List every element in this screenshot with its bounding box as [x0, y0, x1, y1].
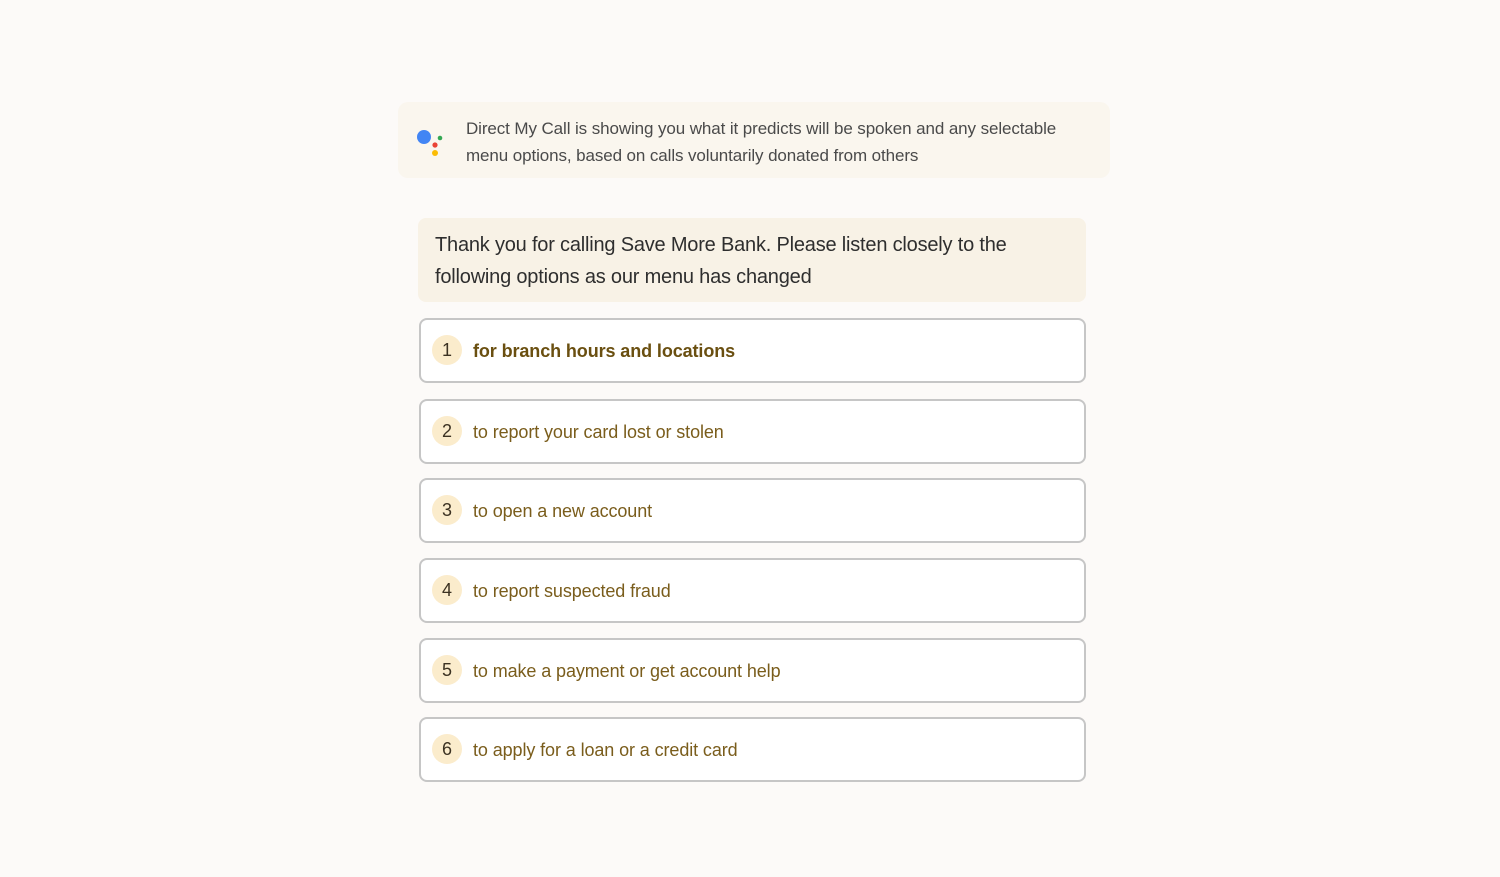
assistant-notice-banner [398, 102, 1110, 178]
option-label: for branch hours and locations [473, 341, 736, 361]
menu-option-1[interactable] [419, 318, 1086, 383]
menu-option-5[interactable] [419, 638, 1086, 703]
option-number-badge: 3 [432, 495, 462, 525]
option-number-badge: 4 [432, 575, 462, 605]
option-number-badge: 2 [432, 416, 462, 446]
transcript-text: Thank you for calling Save More Bank. Please listen closely to the following options as our menu has changed [435, 234, 1007, 288]
notice-text: Direct My Call is showing you what it predicts will be spoken and any selectable menu options, based on calls voluntarily donated from others [466, 119, 1057, 165]
google-assistant-icon [416, 126, 446, 156]
menu-option-4[interactable] [419, 558, 1086, 623]
option-label: to report your card lost or stolen [473, 422, 724, 442]
transcript-bubble [418, 218, 1086, 302]
option-label: to make a payment or get account help [473, 661, 781, 681]
menu-option-6[interactable] [419, 717, 1086, 782]
option-number-badge: 5 [432, 655, 462, 685]
menu-option-3[interactable] [419, 478, 1086, 543]
menu-option-2[interactable] [419, 399, 1086, 464]
option-number-badge: 1 [432, 335, 462, 365]
option-label: to report suspected fraud [473, 581, 671, 601]
option-label: to open a new account [473, 501, 653, 521]
option-number-badge: 6 [432, 734, 462, 764]
option-label: to apply for a loan or a credit card [473, 740, 738, 760]
